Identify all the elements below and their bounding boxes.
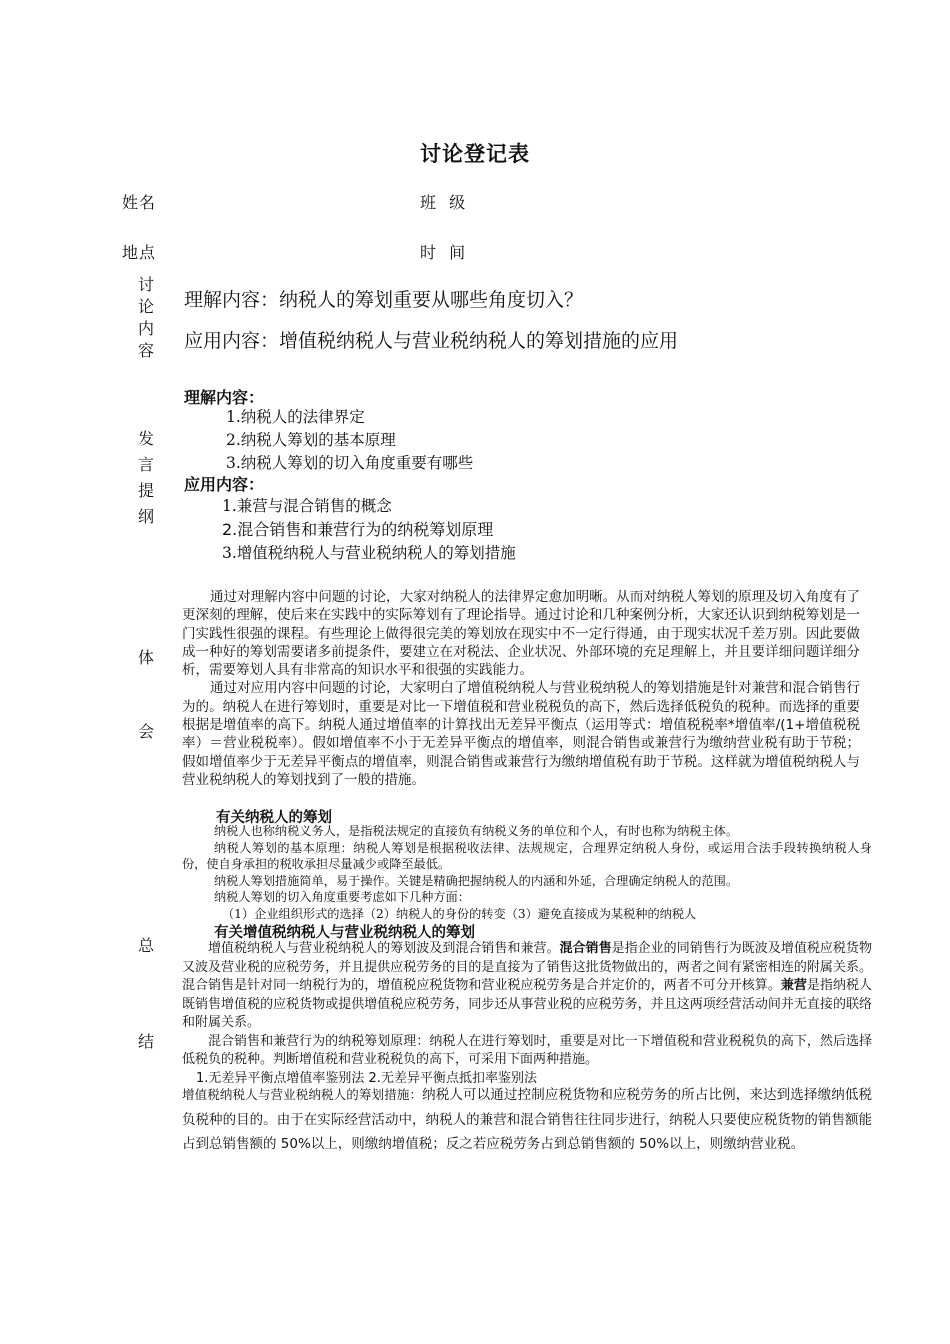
- outline-understanding-item: 1.纳税人的法律界定: [226, 408, 365, 426]
- summary-paragraph: 纳税人也称纳税义务人，是指税法规定的直接负有纳税义务的单位和个人，有时也称为纳税主体。: [214, 824, 739, 838]
- reflection-label-char: 会: [137, 722, 154, 741]
- summary-final-paragraph: [182, 1083, 872, 1157]
- outline-understanding-item: 3.纳税人筹划的切入角度重要有哪些: [226, 454, 474, 472]
- reflection-text: [182, 588, 860, 789]
- summary-heading-taxpayer: 有关纳税人的筹划: [216, 810, 332, 826]
- discussion-label: [136, 274, 156, 362]
- summary-term-mix: 混合销售: [559, 941, 612, 956]
- outline-application-item: 3.增值税纳税人与营业税纳税人的筹划措施: [222, 544, 516, 562]
- outline-label-char: 提: [137, 481, 154, 500]
- outline-application-heading: 应用内容：: [184, 475, 265, 494]
- summary-term-joint: 兼营: [780, 978, 807, 993]
- summary-paragraph: （1）企业组织形式的选择（2）纳税人的身份的转变（3）避免直接成为某税种的纳税人: [222, 906, 697, 921]
- reflection-label: [136, 646, 156, 744]
- summary-paragraph: 纳税人筹划措施简单，易于操作。关键是精确把握纳税人的内涵和外延，合理确定纳税人的范围。: [214, 873, 739, 888]
- summary-principle: 混合销售和兼营行为的纳税筹划原理：纳税人在进行筹划时，重要是对比一下增值税和营业税税负的高下，然后选择低税负的税种。判断增值税和营业税税负的高下，可采用下面两种措施。: [182, 1033, 872, 1067]
- summary-methods: 1.无差异平衡点增值率鉴别法 2.无差异平衡点抵扣率鉴别法: [196, 1070, 537, 1086]
- outline-label: [136, 426, 156, 530]
- name-label: 姓名: [122, 193, 157, 212]
- outline-application-item: 1.兼营与混合销售的概念: [222, 497, 392, 515]
- summary-final-lead: 增值税纳税人与营业税纳税人的筹划措施：: [182, 1087, 423, 1102]
- reflection-paragraph: 通过对理解内容中问题的讨论，大家对纳税人的法律界定愈加明晰。从而对纳税人筹划的原理及切入角度有了更深刻的理解，使后来在实践中的实际筹划有了理论指导。通过讨论和几种案例分析，大家还认识到纳税筹划是一门实践性很强的课程。有些理论上做得很完美的筹划放在现实中不一定行得通，由于现实状况千差万别。因此要做成一种好的筹划需要诸多前提条件，要建立在对税法、企业状况、外部环境的充足理解上，并且要详细问题详细分析，需要筹划人具有非常高的知识水平和很强的实践能力。: [182, 589, 860, 679]
- summary-label: [136, 934, 156, 1054]
- summary-paragraph: 纳税人筹划的基本原理：纳税人筹划是根据税收法律、法规规定，合理界定纳税人身份，或运用合法手段转换纳税人身份，使自身承担的税收承担尽量减少或降至最低。: [182, 840, 872, 871]
- summary-heading-vat: 有关增值税纳税人与营业税纳税人的筹划: [214, 925, 475, 941]
- discussion-understanding: 理解内容：纳税人的筹划重要从哪些角度切入？: [184, 289, 584, 311]
- summary-final: [182, 1083, 872, 1157]
- summary-label-char: 结: [137, 1032, 154, 1051]
- summary-mix-intro: 增值税纳税人与营业税纳税人的筹划波及到混合销售和兼营。: [208, 941, 560, 956]
- summary-section2: [182, 940, 872, 1088]
- summary-mix-paragraph: [182, 940, 872, 1033]
- reflection-label-char: 体: [137, 648, 154, 667]
- summary-paragraph: 纳税人筹划的切入角度重要考虑如下几种方面：: [214, 890, 470, 904]
- summary-section1: [182, 823, 872, 922]
- class-label: 班 级: [420, 193, 467, 212]
- discussion-label-char: 讨: [137, 275, 154, 294]
- outline-label-char: 纲: [137, 507, 154, 526]
- page-title: 讨论登记表: [420, 141, 530, 166]
- outline-application-item: 2.混合销售和兼营行为的纳税筹划原理: [222, 520, 494, 539]
- place-label: 地点: [122, 243, 157, 262]
- summary-joint-def: 是指纳税人既销售增值税的应税货物或提供增值税应税劳务，同步还从事营业税的应税劳务，并且这两项经营活动间并无直接的联络和附属关系。: [182, 978, 872, 1030]
- time-label: 时 间: [420, 243, 467, 262]
- reflection-paragraph: 通过对应用内容中问题的讨论，大家明白了增值税纳税人与营业税纳税人的筹划措施是针对兼营和混合销售行为的。纳税人在进行筹划时，重要是对比一下增值税和营业税税负的高下，然后选择低税负的税种。而选择的重要根据是增值率的高下。纳税人通过增值率的计算找出无差异平衡点（运用等式：增值税税率*增值率/(1+增值税税率）＝营业税税率）。假如增值率不小于无差异平衡点的增值率，则混合销售或兼营行为缴纳营业税有助于节税；假如增值率少于无差异平衡点的增值率，则混合销售或兼营行为缴纳增值税有助于节税。这样就为增值税纳税人与营业税纳税人的筹划找到了一般的措施。: [182, 680, 860, 788]
- summary-label-char: 总: [137, 936, 154, 955]
- discussion-label-char: 论: [137, 297, 154, 316]
- discussion-application: 应用内容：增值税纳税人与营业税纳税人的筹划措施的应用: [184, 330, 679, 352]
- outline-label-char: 发: [137, 429, 154, 448]
- outline-label-char: 言: [137, 455, 154, 474]
- discussion-label-char: 容: [137, 341, 154, 360]
- summary-mix-def: 是指企业的同销售行为既波及增值税应税货物又波及营业税的应税劳务，并且提供应税劳务的目的是直接为了销售这批货物做出的，两者之间有紧密相连的附属关系。混合销售是针对同一纳税行为的，增值税应税货物和营业税应税劳务是合并定价的，两者不可分开核算。: [182, 941, 872, 993]
- discussion-label-char: 内: [137, 319, 154, 338]
- summary-final-rest: 纳税人可以通过控制应税货物和应税劳务的所占比例，来达到选择缴纳低税负税种的目的。由于在实际经营活动中，纳税人的兼营和混合销售往往同步进行，纳税人只要使应税货物的销售额能占到总销售额的 50%以上，则缴纳增值税；反之若应税劳务占到总销售额的 50%以上，则缴纳营业税。: [182, 1087, 872, 1152]
- outline-understanding-item: 2.纳税人筹划的基本原理: [226, 431, 396, 449]
- outline-understanding-heading: 理解内容：: [184, 388, 265, 407]
